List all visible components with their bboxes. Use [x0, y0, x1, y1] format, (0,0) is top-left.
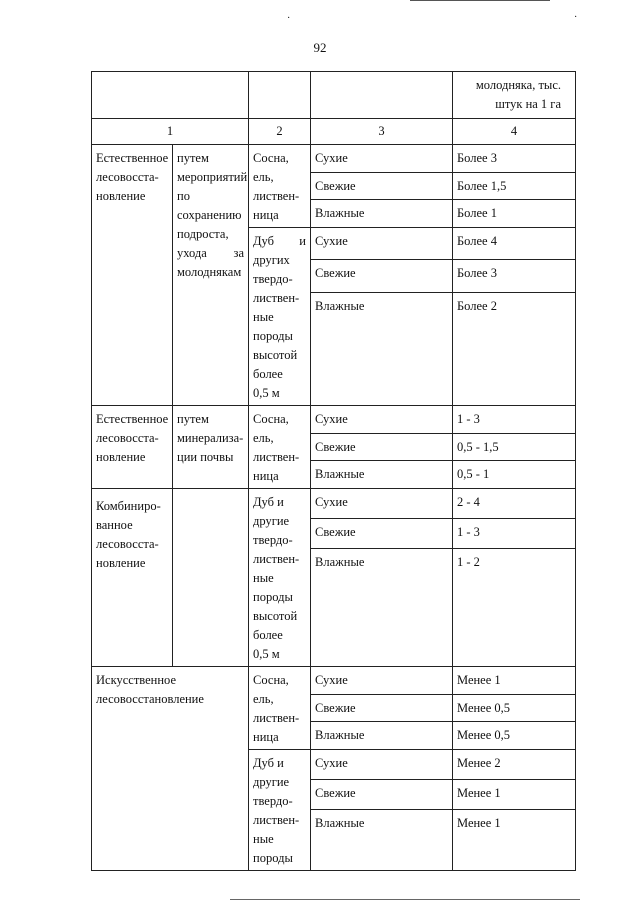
- moisture-cell: Свежие: [311, 518, 453, 548]
- table-row: [92, 667, 576, 695]
- header-col4: молодняка, тыс. штук на 1 га: [453, 72, 576, 119]
- column-number: 4: [453, 119, 576, 145]
- value-cell: Более 1,5: [453, 172, 576, 200]
- method-cell: Естественное лесовосста- новление: [92, 145, 173, 406]
- value-cell: Более 4: [453, 228, 576, 260]
- method-cell: Искусственное лесовосстановление: [92, 667, 249, 871]
- value-cell: Менее 1: [453, 779, 576, 809]
- value-cell: Более 3: [453, 260, 576, 292]
- moisture-cell: Влажные: [311, 809, 453, 870]
- moisture-cell: Влажные: [311, 548, 453, 666]
- moisture-cell: Свежие: [311, 172, 453, 200]
- scan-top-edge: [410, 0, 550, 1]
- moisture-cell: Свежие: [311, 433, 453, 461]
- value-cell: Менее 0,5: [453, 694, 576, 722]
- moisture-cell: Влажные: [311, 461, 453, 489]
- column-number: 2: [249, 119, 311, 145]
- method-cell: Естественное лесовосста- новление: [92, 406, 173, 489]
- means-cell: путем минерализа- ции почвы: [173, 406, 249, 489]
- scan-speck: ·: [287, 13, 291, 24]
- column-number-row: [92, 119, 576, 145]
- moisture-cell: Сухие: [311, 750, 453, 780]
- scan-speck: ·: [574, 12, 578, 23]
- moisture-cell: Сухие: [311, 667, 453, 695]
- value-cell: Более 2: [453, 292, 576, 406]
- value-cell: Менее 0,5: [453, 722, 576, 750]
- value-cell: Менее 2: [453, 750, 576, 780]
- moisture-cell: Сухие: [311, 406, 453, 434]
- page-number: 92: [313, 40, 327, 55]
- value-cell: 2 - 4: [453, 489, 576, 519]
- species-cell: Дуб и других твердо- листвен- ные породы высотой более 0,5 м: [249, 228, 311, 406]
- column-number: 1: [92, 119, 249, 145]
- species-cell: Сосна, ель, листвен- ница: [249, 667, 311, 750]
- species-cell: Сосна, ель, листвен- ница: [249, 145, 311, 228]
- table-row: [92, 406, 576, 434]
- moisture-cell: Сухие: [311, 489, 453, 519]
- means-cell: путем мероприятий по сохранению подроста, ухода за молоднякам: [173, 145, 249, 406]
- table-row: [92, 489, 576, 519]
- value-cell: Более 1: [453, 200, 576, 228]
- moisture-cell: Влажные: [311, 200, 453, 228]
- method-cell: Комбиниро- ванное лесовосста- новление: [92, 489, 173, 667]
- value-cell: 0,5 - 1: [453, 461, 576, 489]
- species-cell: Дуб и другие твердо- листвен- ные породы: [249, 750, 311, 871]
- value-cell: 1 - 2: [453, 548, 576, 666]
- table-row: [92, 145, 576, 173]
- moisture-cell: Свежие: [311, 260, 453, 292]
- species-cell: Дуб и другие твердо- листвен- ные породы высотой более 0,5 м: [249, 489, 311, 667]
- value-cell: Менее 1: [453, 809, 576, 870]
- moisture-cell: Свежие: [311, 779, 453, 809]
- value-cell: 1 - 3: [453, 406, 576, 434]
- moisture-cell: Свежие: [311, 694, 453, 722]
- value-cell: 0,5 - 1,5: [453, 433, 576, 461]
- column-number: 3: [311, 119, 453, 145]
- table-header-row: [92, 72, 576, 119]
- moisture-cell: Влажные: [311, 292, 453, 406]
- value-cell: 1 - 3: [453, 518, 576, 548]
- regeneration-table: [91, 71, 576, 871]
- means-cell-empty: [173, 489, 249, 667]
- moisture-cell: Влажные: [311, 722, 453, 750]
- scan-bottom-edge: [230, 899, 580, 900]
- moisture-cell: Сухие: [311, 228, 453, 260]
- moisture-cell: Сухие: [311, 145, 453, 173]
- value-cell: Менее 1: [453, 667, 576, 695]
- value-cell: Более 3: [453, 145, 576, 173]
- species-cell: Сосна, ель, листвен- ница: [249, 406, 311, 489]
